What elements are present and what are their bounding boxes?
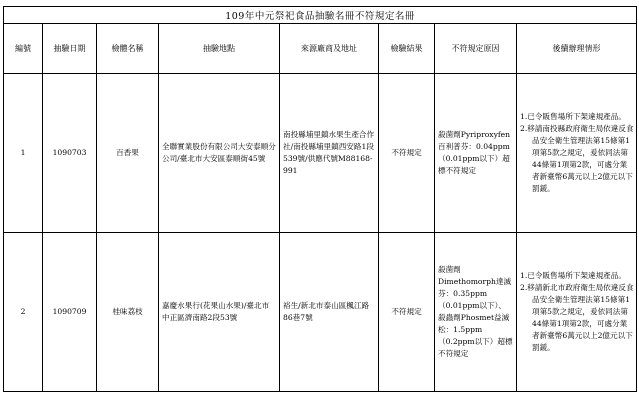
table-row (4, 233, 637, 392)
row-no: 2 (4, 233, 43, 392)
follow-up-item: 2.移請新北市政府衛生局依違反食品安全衛生管理法第15條第1項第5款之規定，爰依同法第44條第1項第2款，可處分業者新臺幣6萬元以上2億元以下罰鍰。 (520, 283, 634, 352)
header-row (4, 24, 637, 74)
table-row (4, 74, 637, 233)
row-date: 1090709 (43, 233, 97, 392)
inspection-table (3, 6, 637, 392)
row-sample: 桂味荔枝 (97, 233, 159, 392)
column-header-result: 檢驗結果 (379, 24, 435, 74)
row-result: 不符規定 (379, 74, 435, 233)
follow-up-list (517, 270, 636, 354)
column-header-reason: 不符規定原因 (435, 24, 517, 74)
row-date: 1090703 (43, 74, 97, 233)
row-sample: 百香果 (97, 74, 159, 233)
follow-up-item: 1.已令販售場所下架違規產品。 (520, 271, 626, 280)
column-header-follow-up: 後續辦理情形 (517, 24, 637, 74)
row-reason: 殺菌劑Dimethomorph達滅芬：0.35ppm（0.01ppm以下）、殺蟲劑Phosmet益滅松：1.5ppm（0.2ppm以下）超標不符規定 (435, 233, 517, 392)
row-source: 裕生/新北市泰山區楓江路86巷7號 (280, 233, 379, 392)
column-header-date: 抽驗日期 (43, 24, 97, 74)
row-reason: 殺菌劑Pyriproxyfen百利普芬：0.04ppm（0.01ppm以下）超標不符規定 (435, 74, 517, 233)
table-title: 109年中元祭祀食品抽驗名冊不符規定名冊 (4, 7, 637, 24)
column-header-source: 來源廠商及地址 (280, 24, 379, 74)
row-follow-up (517, 74, 637, 233)
row-result: 不符規定 (379, 233, 435, 392)
row-location: 嘉慶水果行(花果山水果)/臺北市中正區濟南路2段53號 (159, 233, 280, 392)
row-follow-up (517, 233, 637, 392)
follow-up-list (517, 111, 636, 195)
column-header-no: 編號 (4, 24, 43, 74)
title-row (4, 7, 637, 24)
column-header-sample: 檢體名稱 (97, 24, 159, 74)
follow-up-item: 1.已令販售場所下架違規產品。 (520, 112, 626, 121)
row-no: 1 (4, 74, 43, 233)
row-location: 全聯實業股份有限公司大安泰順分公司/臺北市大安區泰順街45號 (159, 74, 280, 233)
row-source: 南投縣埔里鎮水果生產合作社/南投縣埔里鎮西安路1段539號/供應代號M88168-991 (280, 74, 379, 233)
column-header-location: 抽驗地點 (159, 24, 280, 74)
follow-up-item: 2.移請南投縣政府衛生局依違反食品安全衛生管理法第15條第1項第5款之規定，爰依同法第44條第1項第2款，可處分業者新臺幣6萬元以上2億元以下罰鍰。 (520, 124, 634, 193)
